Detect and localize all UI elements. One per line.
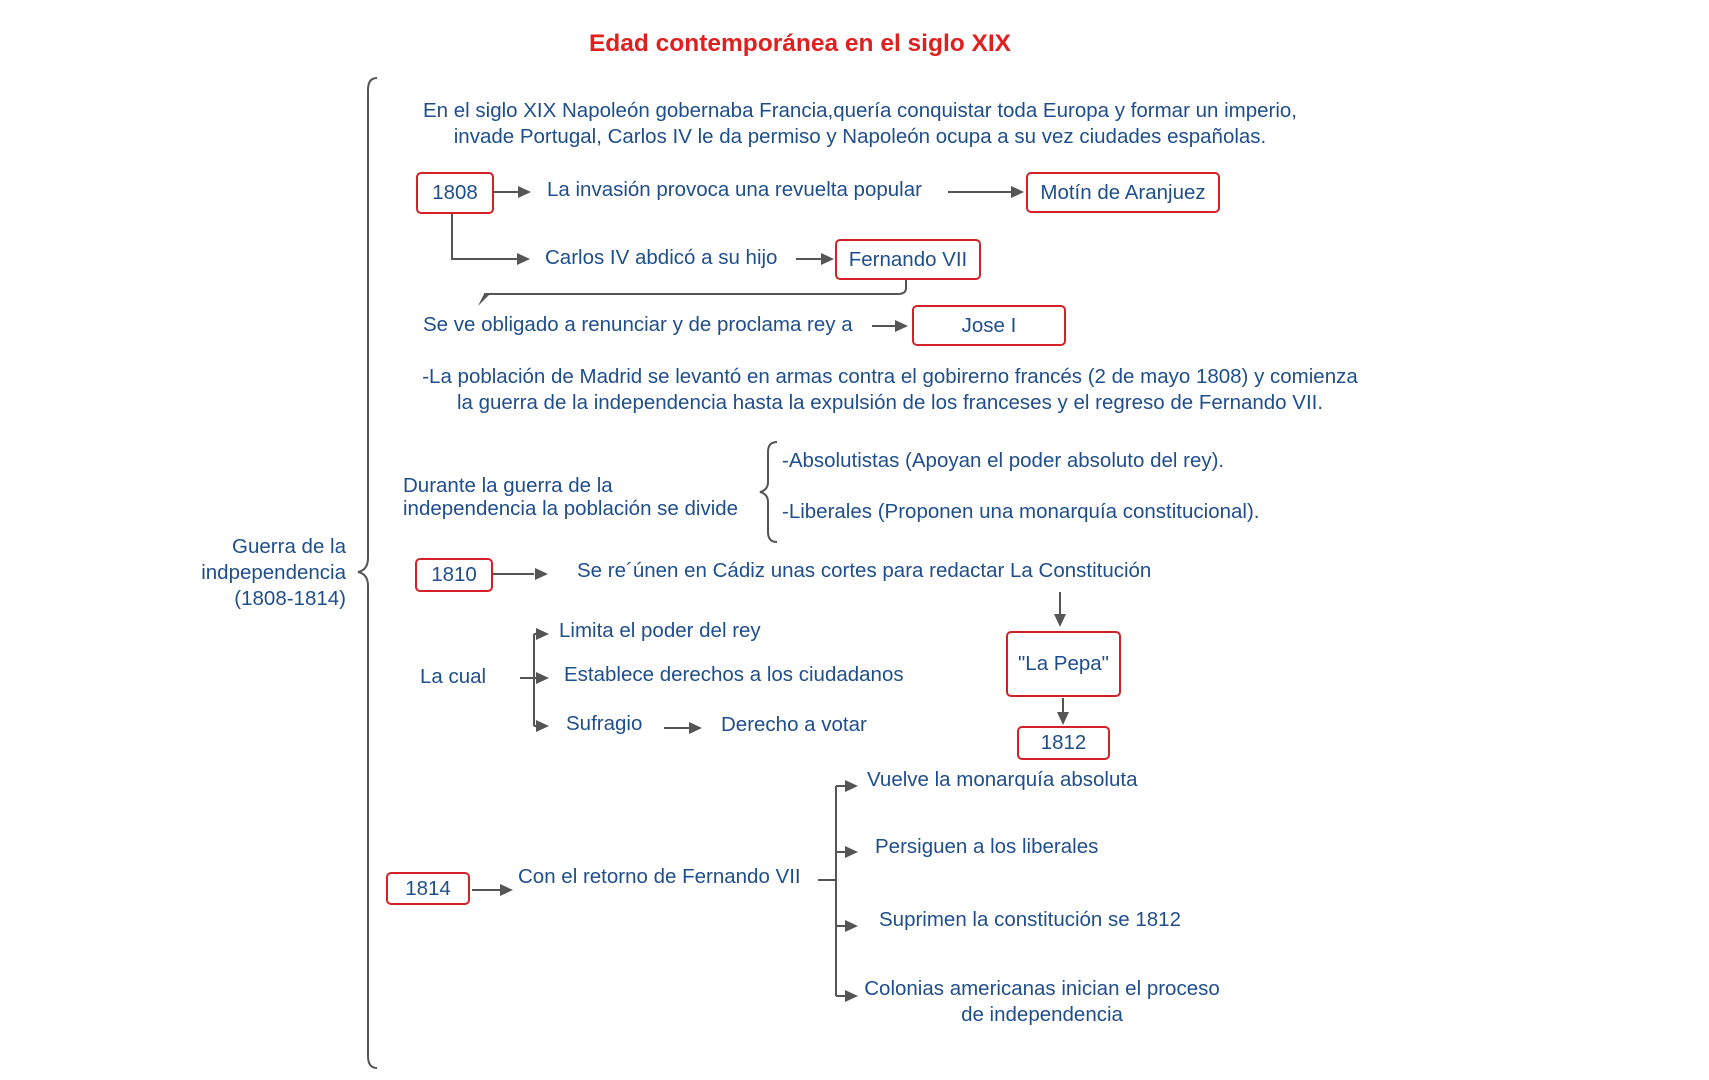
la-cual-text: La cual [420,665,487,688]
motin-box: Motín de Aranjuez [1026,172,1220,213]
renuncia-text: Se ve obligado a renunciar y de proclama rey a [423,313,853,336]
division-label [403,474,738,520]
cortes-text: Se re´únen en Cádiz unas cortes para redactar La Constitución [577,559,1152,582]
colonias-line: Colonias americanas inician el proceso [864,977,1220,1000]
liberales-text: -Liberales (Proponen una monarquía constitucional). [782,500,1260,523]
division-label-line: independencia la población se divide [403,497,739,520]
absolutistas-text: -Absolutistas (Apoyan el poder absoluto del rey). [782,449,1225,472]
persiguen-text: Persiguen a los liberales [875,835,1099,858]
year-1814-box: 1814 [386,872,470,905]
year-1812-box: 1812 [1017,726,1110,760]
pepa-box: "La Pepa" [1006,631,1121,697]
arrow-1808-abdico [452,212,518,259]
madrid-text [380,364,1400,416]
jose-box: Jose I [912,305,1066,346]
fernando-box: Fernando VII [835,239,981,280]
year-1810-box: 1810 [415,558,493,592]
intro-line: En el siglo XIX Napoleón gobernaba Francia,quería conquistar toda Europa y formar un imperio, [422,99,1298,122]
invasion-text: La invasión provoca una revuelta popular [547,178,922,201]
division-brace [760,442,777,542]
side-label-line: (1808-1814) [234,587,346,610]
intro-text [380,98,1340,150]
colonias-text [852,976,1232,1028]
limita-text: Limita el poder del rey [559,619,761,642]
suprimen-text: Suprimen la constitución se 1812 [879,908,1181,931]
page-title: Edad contemporánea en el siglo XIX [588,30,1012,57]
colonias-line: de independencia [961,1003,1123,1026]
arrow-fernando-renuncia [484,279,906,294]
madrid-line: la guerra de la independencia hasta la expulsión de los franceses y el regreso de Fernando VII. [456,391,1324,414]
madrid-line: -La población de Madrid se levantó en armas contra el gobirerno francés (2 de mayo 1808) y comienza [422,365,1358,388]
intro-line: invade Portugal, Carlos IV le da permiso y Napoleón ocupa a su vez ciudades españolas. [453,125,1267,148]
side-label-line: Guerra de la [232,535,346,558]
sufragio-text: Sufragio [566,712,643,735]
retorno-text: Con el retorno de Fernando VII [518,865,801,888]
establece-text: Establece derechos a los ciudadanos [564,663,904,686]
monarquia-text: Vuelve la monarquía absoluta [867,768,1138,791]
side-label-line: indpependencia [201,561,346,584]
side-label [170,534,346,612]
main-brace [358,78,377,1068]
year-1808-box: 1808 [416,172,494,214]
division-label-line: Durante la guerra de la [403,474,613,497]
abdico-text: Carlos IV abdicó a su hijo [545,246,778,269]
derecho-text: Derecho a votar [721,713,867,736]
